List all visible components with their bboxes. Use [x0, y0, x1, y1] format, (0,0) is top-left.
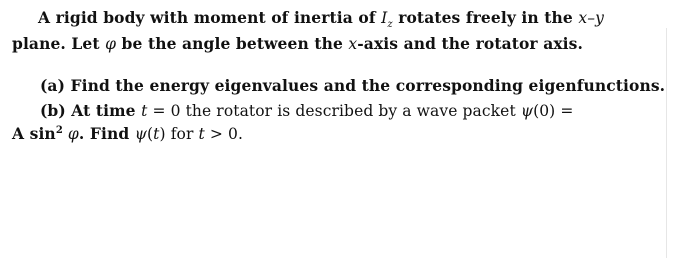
math-symbol-t: t — [153, 125, 160, 143]
part-b-continuation-line — [12, 124, 243, 144]
text-segment: = 0 the rotator is described by a wave packet — [147, 102, 521, 120]
text-segment: ( — [147, 125, 154, 143]
part-a-line — [40, 76, 665, 96]
math-symbol-psi: ψ — [134, 125, 148, 143]
text-segment: be the angle between the — [116, 34, 349, 53]
scan-edge-divider — [666, 28, 667, 258]
math-symbol-x: x — [348, 35, 358, 53]
text-segment: A rigid body with moment of inertia of — [38, 8, 382, 27]
text-segment: (0) = — [533, 102, 574, 120]
math-symbol-t: t — [198, 125, 205, 143]
text-segment: ) for — [159, 125, 199, 143]
text-segment: > 0. — [204, 125, 243, 143]
part-a-text: (a) Find the energy eigenvalues and the corresponding eigenfunctions. — [40, 76, 666, 95]
math-symbol-psi: ψ — [520, 102, 534, 120]
math-symbol-xy: x–y — [578, 9, 604, 27]
text-segment: rotates freely in the — [392, 8, 579, 27]
math-symbol-t: t — [141, 102, 148, 120]
superscript-2: 2 — [55, 124, 63, 136]
part-b-line — [40, 101, 573, 121]
math-subscript-z: z — [387, 19, 393, 31]
text-segment: -axis and the rotator axis. — [357, 34, 583, 53]
text-segment: A sin — [12, 124, 56, 143]
math-symbol-I: I — [381, 9, 388, 27]
text-segment: plane. Let — [12, 34, 106, 53]
text-segment: (b) At time — [40, 101, 142, 120]
math-symbol-phi: φ — [105, 35, 117, 53]
problem-line-1 — [38, 8, 604, 31]
problem-line-2 — [12, 34, 583, 54]
math-symbol-phi: φ — [62, 125, 79, 143]
text-segment: . Find — [78, 124, 135, 143]
